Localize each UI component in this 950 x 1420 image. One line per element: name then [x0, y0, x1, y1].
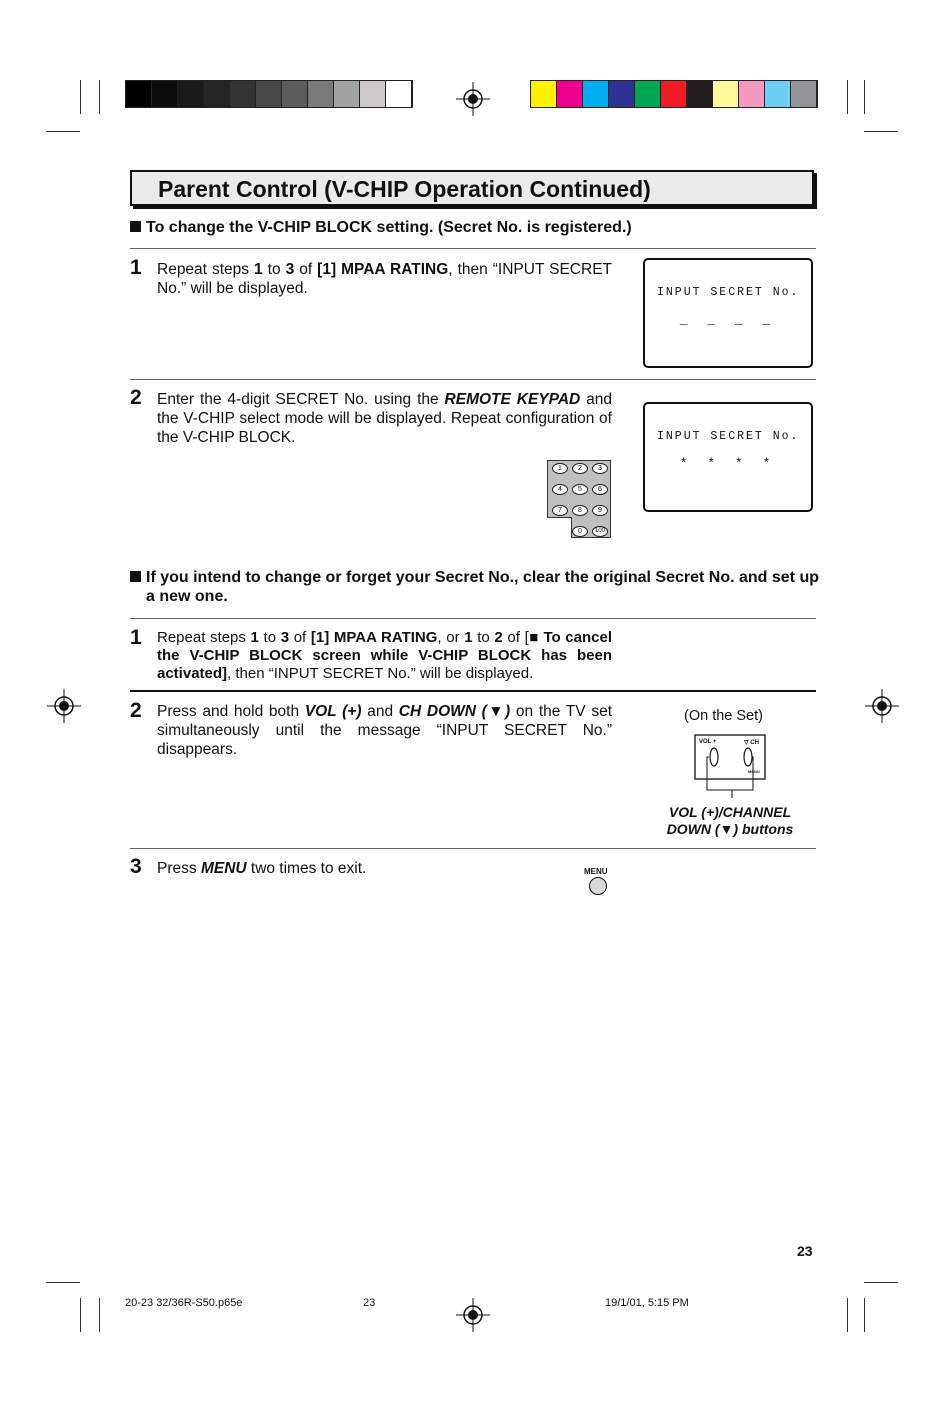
- keypad-key: 8: [572, 505, 588, 516]
- crop-mark: [99, 1298, 100, 1332]
- keypad-key: 3: [592, 463, 608, 474]
- square-bullet-icon: [130, 221, 141, 232]
- registration-mark-icon: [47, 689, 81, 723]
- on-set-label: (On the Set): [684, 708, 763, 724]
- keypad-key: 100: [592, 526, 608, 537]
- screen-code: _ _ _ _: [679, 312, 777, 327]
- crop-mark: [99, 80, 100, 114]
- color-swatch: [531, 81, 557, 107]
- color-swatch: [739, 81, 765, 107]
- gray-swatch: [256, 81, 282, 107]
- footer-date: 19/1/01, 5:15 PM: [605, 1297, 689, 1309]
- divider: [130, 248, 816, 249]
- color-swatch: [713, 81, 739, 107]
- divider: [130, 379, 816, 380]
- tv-screen-display: [643, 402, 813, 512]
- gray-swatch: [126, 81, 152, 107]
- gray-calibration-strip: [125, 80, 413, 108]
- keypad-key: 4: [552, 484, 568, 495]
- divider: [130, 690, 816, 692]
- registration-mark-icon: [865, 689, 899, 723]
- crop-mark: [864, 1282, 898, 1283]
- keypad-key: 2: [572, 463, 588, 474]
- screen-text: INPUT SECRET No.: [657, 430, 800, 443]
- page-title-box: [130, 170, 814, 206]
- crop-mark: [864, 80, 865, 114]
- crop-mark: [46, 131, 80, 132]
- keypad-key: 1: [552, 463, 568, 474]
- gray-swatch: [386, 81, 412, 107]
- color-swatch: [661, 81, 687, 107]
- step-number: 2: [130, 386, 142, 409]
- color-swatch: [791, 81, 817, 107]
- screen-code: * * * *: [679, 456, 777, 471]
- tv-screen-display: [643, 258, 813, 368]
- gray-swatch: [360, 81, 386, 107]
- gray-swatch: [178, 81, 204, 107]
- step-text: Enter the 4-digit SECRET No. using the REMOTE KEYPAD and the V-CHIP select mode will be displayed. Repeat configuration of the V-CHIP BLOCK.: [157, 391, 612, 446]
- screen-text: INPUT SECRET No.: [657, 286, 800, 299]
- gray-swatch: [230, 81, 256, 107]
- vol-button-label: VOL +: [699, 739, 717, 745]
- color-swatch: [583, 81, 609, 107]
- menu-button-icon: [589, 877, 607, 895]
- step-number: 2: [130, 699, 142, 722]
- section-heading: If you intend to change or forget your Secret No., clear the original Secret No. and set up a new one.: [130, 568, 820, 606]
- keypad-key: 0: [572, 526, 588, 537]
- step-number: 1: [130, 626, 142, 649]
- divider: [130, 618, 816, 619]
- registration-mark-icon: [456, 82, 490, 116]
- color-swatch: [635, 81, 661, 107]
- gray-swatch: [204, 81, 230, 107]
- crop-mark: [847, 80, 848, 114]
- crop-mark: [80, 1298, 81, 1332]
- illustration-caption: VOL (+)/CHANNEL DOWN (▼) buttons: [666, 804, 794, 837]
- page-title: Parent Control (V-CHIP Operation Continued): [158, 176, 651, 202]
- step-text: Press MENU two times to exit.: [157, 860, 367, 877]
- keypad-key: 7: [552, 505, 568, 516]
- crop-mark: [80, 80, 81, 114]
- color-calibration-strip: [530, 80, 818, 108]
- gray-swatch: [308, 81, 334, 107]
- step-text: Repeat steps 1 to 3 of [1] MPAA RATING, or 1 to 2 of [■ To cancel the V-CHIP BLOCK screen while V-CHIP BLOCK has been activated], then “INPUT SECRET No.” will be displayed.: [157, 629, 613, 682]
- gray-swatch: [152, 81, 178, 107]
- crop-mark: [847, 1298, 848, 1332]
- gray-swatch: [334, 81, 360, 107]
- registration-mark-icon: [456, 1298, 490, 1332]
- step-text: Press and hold both VOL (+) and CH DOWN (▼) on the TV set simultaneously until the message “INPUT SECRET No.” disappears.: [157, 703, 612, 758]
- page-number: 23: [797, 1243, 813, 1259]
- color-swatch: [557, 81, 583, 107]
- divider: [130, 848, 816, 849]
- color-swatch: [609, 81, 635, 107]
- step-number: 3: [130, 855, 142, 878]
- menu-panel-label: MENU: [748, 769, 760, 774]
- crop-mark: [864, 1298, 865, 1332]
- footer-page: 23: [363, 1297, 376, 1309]
- keypad-key: 6: [592, 484, 608, 495]
- color-swatch: [765, 81, 791, 107]
- ch-button-label: ▽ CH: [744, 740, 759, 746]
- menu-button-label: MENU: [584, 867, 608, 876]
- gray-swatch: [282, 81, 308, 107]
- section-heading: To change the V-CHIP BLOCK setting. (Secret No. is registered.): [130, 218, 820, 237]
- crop-mark: [864, 131, 898, 132]
- keypad-key: 9: [592, 505, 608, 516]
- remote-keypad: [547, 460, 611, 538]
- keypad-key: 5: [572, 484, 588, 495]
- footer-filename: 20-23 32/36R-S50.p65e: [125, 1297, 243, 1309]
- square-bullet-icon: [130, 571, 141, 582]
- step-number: 1: [130, 256, 142, 279]
- crop-mark: [46, 1282, 80, 1283]
- step-text: Repeat steps 1 to 3 of [1] MPAA RATING, then “INPUT SECRET No.” will be displayed.: [157, 261, 613, 297]
- color-swatch: [687, 81, 713, 107]
